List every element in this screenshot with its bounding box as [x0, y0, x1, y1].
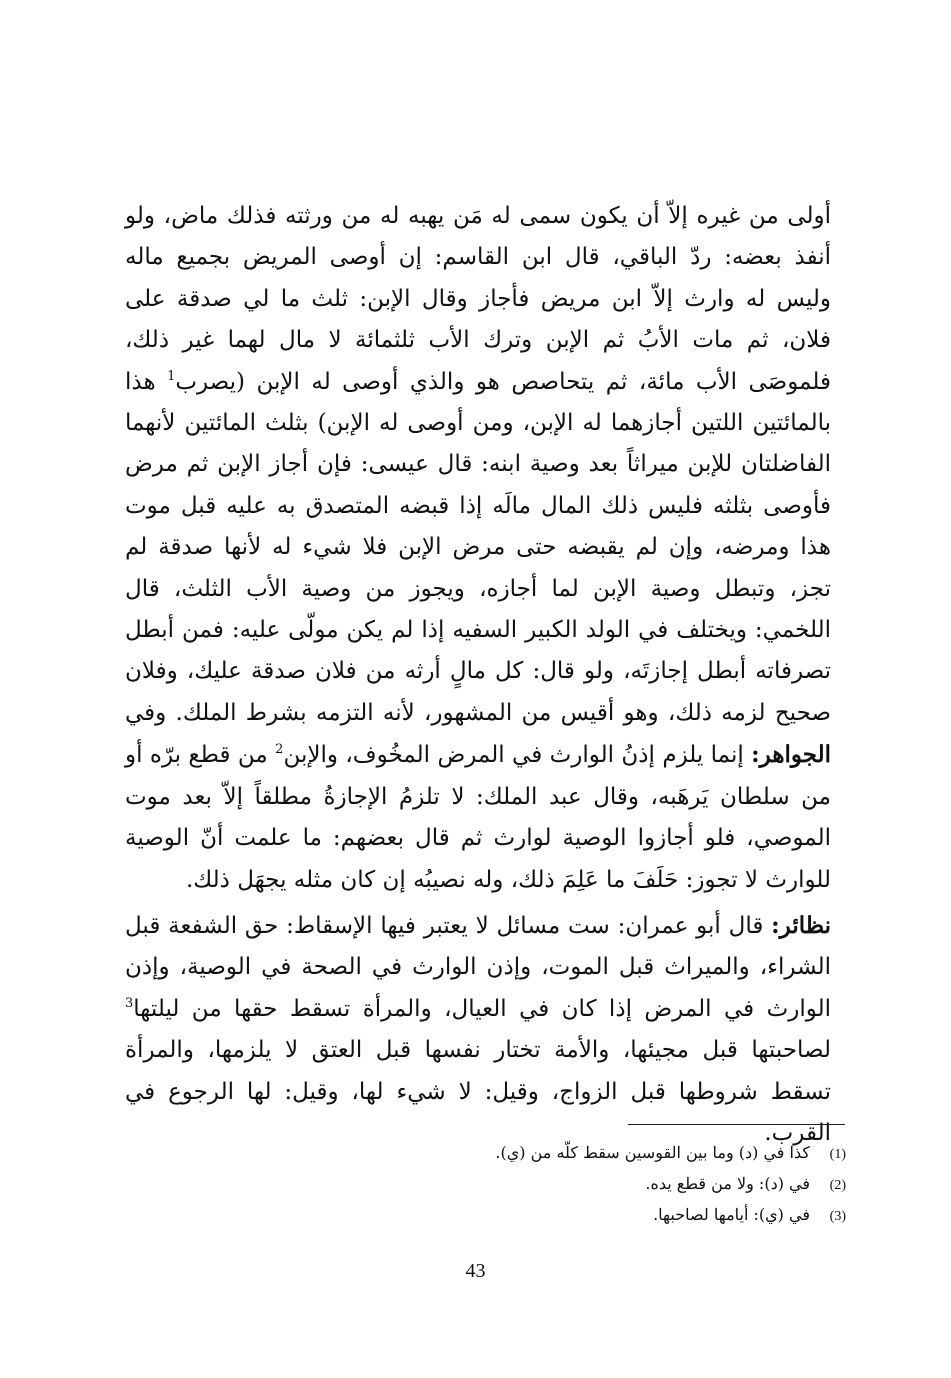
paragraph-1-part-4: من قطع برّه أو من سلطان يَرهَبه، وقال عبد الملك: لا تلزمُ الإجازةُ مطلقاً إلاّ بعد موت الموصي، فلو أجازوا الوصية لوارث ثم قال بعضهم: ما علمت أنّ الوصية للوارث لا تجوز: حَلَفَ ما عَلِمَ ذلك، وله نصيبُه إن كان مثله يجهَل ذلك. — [125, 742, 831, 893]
footnote-number: (2) — [829, 1178, 846, 1193]
footnote-separator — [628, 1124, 845, 1125]
footnotes — [400, 1138, 846, 1231]
page-number: 43 — [465, 1260, 486, 1282]
paragraph-1 — [125, 196, 831, 901]
footnote-ref-2: 2 — [275, 742, 284, 758]
paragraph-2-heading: نظائر: — [771, 911, 831, 939]
footnote-item — [400, 1200, 846, 1231]
footnote-number: (3) — [829, 1209, 846, 1224]
footnote-text: في (د): ولا من قطع يده. — [645, 1174, 810, 1193]
paragraph-1-part-3: إنما يلزم إذنُ الوارث في المرض المخُوف، والإبن — [283, 742, 752, 769]
footnote-item — [400, 1138, 846, 1169]
paragraph-1-part-2: هذا بالمائتين اللتين أجازهما له الإبن، ومن أوصى له الإبن) بثلث المائتين لأنهما الفاضلتان للإبن ميراثاً بعد وصية ابنه: قال عيسى: فإن أجاز الإبن ثم مرض فأوصى بثلثه فليس ذلك المال مالَه إذا قبضه المتصدق به عليه قبل موت هذا ومرضه، وإن لم يقبضه حتى مرض الإبن فلا شيء له لأنها صدقة لم تجز، وتبطل وصية الإبن لما أجازه، ويجوز من وصية الأب الثلث، قال اللخمي: ويختلف في الولد الكبير السفيه إذا لم يكن مولّى عليه: فمن أبطل تصرفاته أبطل إجازتَه، ولو قال: كل مالٍ أرثه من فلان صدقة عليك، وفلان صحيح لزمه ذلك، وهو أقيس من المشهور، لأنه التزمه بشرط الملك. وفي — [125, 368, 831, 726]
footnote-text: في (ي): أيامها لصاحبها. — [653, 1205, 810, 1224]
paragraph-2-part-1: قال أبو عمران: ست مسائل لا يعتبر فيها الإسقاط: حق الشفعة قبل الشراء، والميراث قبل الموت، وإذن الوارث في الصحة في الوصية، وإذن الوارث في المرض إذا كان في العيال، والمرأة تسقط حقها من ليلتها — [125, 912, 831, 1022]
paragraph-2-part-2: لصاحبتها قبل مجيئها، والأمة تختار نفسها قبل العتق لا يلزمها، والمرأة تسقط شروطها قبل الزواج، وقيل: لا شيء لها، وقيل: لها الرجوع في القرب. — [125, 1037, 831, 1146]
footnote-number: (1) — [829, 1147, 846, 1162]
footnote-text: كذا في (د) وما بين القوسين سقط كلّه من (ي). — [495, 1143, 810, 1162]
main-text — [125, 196, 831, 1154]
footnote-item — [400, 1169, 846, 1200]
footnote-ref-3: 3 — [125, 995, 134, 1011]
paragraph-1-bold-term: الجواهر: — [751, 741, 831, 769]
footnote-ref-1: 1 — [167, 368, 176, 384]
paragraph-1-part-1: أولى من غيره إلاّ أن يكون سمى له مَن يهبه له من ورثته فذلك ماض، ولو أنفذ بعضه: ردّ الباقي، قال ابن القاسم: إن أوصى المريض بجميع ماله وليس له وارث إلاّ ابن مريض فأجاز وقال الإبن: ثلث ما لي صدقة على فلان، ثم مات الأبُ ثم الإبن وترك الأب ثلثمائة لا مال لهما غير ذلك، فلموصَى الأب مائة، ثم يتحاصص هو والذي أوصى له الإبن (يصرب — [125, 203, 831, 395]
paragraph-2 — [125, 905, 831, 1154]
